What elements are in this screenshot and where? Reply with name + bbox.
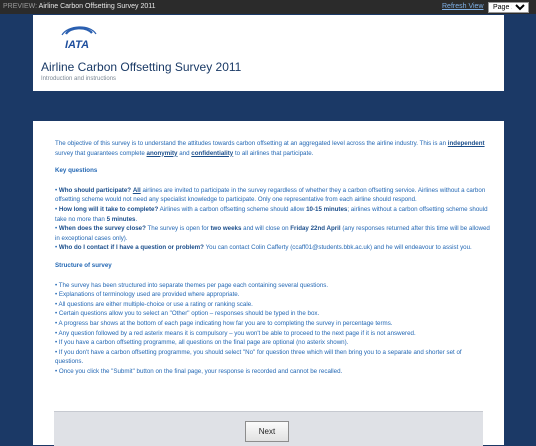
structure-item: • The survey has been structured into separate themes per page each containing several questions. [55,281,329,289]
navigation-bar [54,411,483,446]
iata-logo [52,24,102,50]
structure-item: • Any question followed by a red asterix means it is compulsory – you won't be able to proceed to the next page if it is not answered. [55,329,416,337]
key-question-participate: • Who should participate? All airlines are invited to participate in the survey regardless of whether they a carbon offsetting service. Airlines without a carbon offsetting scheme would not need any specialist knowledge to participate. Only one representative from each airline should respond. [55,186,486,204]
key-question-duration: • How long will it take to complete? Airlines with a carbon offsetting scheme should allow 10-15 minutes; airlines without a carbon offsetting scheme should take no more than 5 minutes. [55,205,488,223]
preview-label: PREVIEW: Airline Carbon Offsetting Survey 2011 [3,3,156,10]
page-select[interactable] [488,2,529,13]
key-questions-heading: Key questions [55,167,98,175]
page-subtitle: Introduction and instructions [41,76,117,82]
page-title: Airline Carbon Offsetting Survey 2011 [41,60,242,74]
structure-heading: Structure of survey [55,261,112,269]
intro-paragraph: The objective of this survey is to understand the attitudes towards carbon offsetting at an aggregated level across the airline industry. This is an independent survey that guarantees complete anonymity and confidentiality to all airlines that participate. [55,140,485,157]
structure-item: • Certain questions allow you to select an "Other" option – responses should be typed in the box. [55,310,320,318]
survey-content [33,121,504,445]
structure-item: • Explanations of terminology used are provided where appropriate. [55,291,240,299]
intro-text [55,139,490,376]
survey-header [33,15,504,91]
structure-item: • A progress bar shows at the bottom of each page indicating how far you are to completing the survey in percentage terms. [55,319,393,327]
refresh-view-link[interactable]: Refresh View [442,3,484,10]
key-question-close: • When does the survey close? The survey is open for two weeks and will close on Friday 22nd April (any responses returned after this time will be allowed in exceptional cases only). [55,225,490,242]
next-button[interactable]: Next [245,421,289,442]
structure-item: • If you have a carbon offsetting programme, all questions on the final page are optional (no asterix shown). [55,339,349,347]
structure-item: • Once you click the "Submit" button on the final page, your response is recorded and cannot be recalled. [55,367,343,375]
structure-item: • All questions are either multiple-choice or use a rating or ranking scale. [55,300,253,308]
structure-item: • If you don't have a carbon offsetting programme, you should select "No" for question three which will then bring you to a separate and shorter set of questions. [55,348,462,366]
key-question-contact: • Who do I contact if I have a question or problem? You can contact Colin Cafferty (ccaff01@students.bbk.ac.uk) and he will endeavour to assist you. [55,244,472,252]
preview-toolbar [0,0,536,14]
survey-name: Airline Carbon Offsetting Survey 2011 [38,3,156,10]
logo-text: IATA [64,39,90,50]
